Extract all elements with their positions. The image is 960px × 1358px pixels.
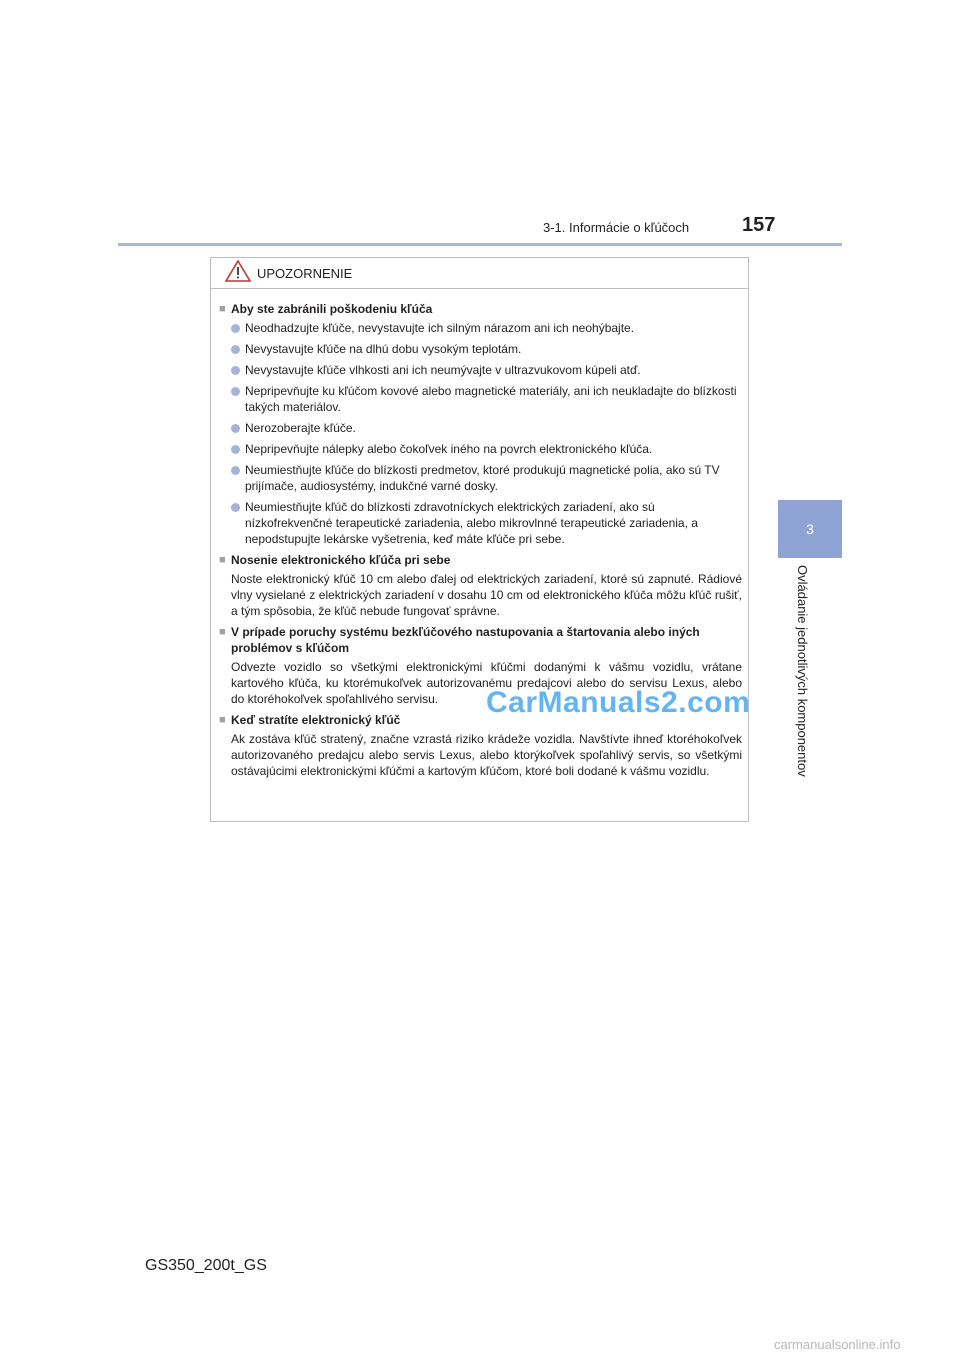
round-bullet-icon — [231, 503, 240, 512]
page-number: 157 — [742, 214, 776, 236]
round-bullet-icon — [231, 445, 240, 454]
list-item: Nevystavujte kľúče vlhkosti ani ich neumývajte v ultrazvukovom kúpeli atď. — [231, 362, 742, 378]
round-bullet-icon — [231, 324, 240, 333]
chapter-tab — [778, 500, 842, 558]
round-bullet-icon — [231, 387, 240, 396]
square-bullet-icon: ■ — [219, 303, 226, 315]
list-item: Neodhadzujte kľúče, nevystavujte ich silným nárazom ani ich neohýbajte. — [231, 320, 742, 336]
section-carrying-key — [219, 552, 742, 619]
section-heading: V prípade poruchy systému bezkľúčového nastupovania a štartovania alebo iných problémov s kľúčom — [231, 625, 700, 655]
warning-triangle-icon — [225, 260, 251, 287]
round-bullet-icon — [231, 424, 240, 433]
round-bullet-icon — [231, 366, 240, 375]
list-item: Nepripevňujte ku kľúčom kovové alebo magnetické materiály, ani ich neukladajte do blízkosti takých materiálov. — [231, 383, 742, 415]
round-bullet-icon — [231, 345, 240, 354]
section-heading: Nosenie elektronického kľúča pri sebe — [231, 553, 451, 567]
chapter-number: 3 — [806, 521, 814, 537]
square-bullet-icon: ■ — [219, 626, 226, 638]
section-text: Odvezte vozidlo so všetkými elektronickými kľúčmi dodanými k vášmu vozidlu, vrátane kartového kľúča, ku ktorémukoľvek autorizovanému predajcovi alebo do servisu Lexus, alebo do ktoréhokoľvek spoľahlivého servisu. — [231, 660, 742, 706]
round-bullet-icon — [231, 466, 240, 475]
square-bullet-icon: ■ — [219, 714, 226, 726]
section-key-damage — [219, 301, 742, 547]
warning-header — [211, 258, 748, 289]
list-item: Nerozoberajte kľúče. — [231, 420, 742, 436]
section-title: 3-1. Informácie o kľúčoch — [543, 220, 690, 235]
list-item: Neumiestňujte kľúče do blízkosti predmetov, ktoré produkujú magnetické polia, ako sú TV prijímače, audiosystémy, indukčné varné dosky. — [231, 462, 742, 494]
square-bullet-icon: ■ — [219, 554, 226, 566]
section-heading: Keď stratíte elektronický kľúč — [231, 713, 401, 727]
section-text: Noste elektronický kľúč 10 cm alebo ďalej od elektrických zariadení, ktoré sú zapnuté. Rádiové vlny vysielané z elektrických zariadení v dosahu 10 cm od elektronického kľúča môžu kľúč rušiť, a tým spôsobia, že kľúč nebude fungovať správne. — [231, 572, 742, 618]
list-item: Nepripevňujte nálepky alebo čokoľvek iného na povrch elektronického kľúča. — [231, 441, 742, 457]
warning-title: UPOZORNENIE — [257, 265, 353, 281]
section-text: Ak zostáva kľúč stratený, značne vzrastá riziko krádeže vozidla. Navštívte ihneď ktoréhokoľvek autorizovaného predajcu alebo servis Lexus, alebo ktorýkoľvek spoľahlivý servis, so všetkými ostávajúcimi elektronickými kľúčmi a kartovým kľúčom, ktoré boli dodané k vášmu vozidlu. — [231, 732, 742, 778]
list-item: Nevystavujte kľúče na dlhú dobu vysokým teplotám. — [231, 341, 742, 357]
footer-watermark: carmanualsonline.info — [774, 1337, 901, 1352]
list-item: Neumiestňujte kľúč do blízkosti zdravotníckych elektrických zariadení, ako sú nízkofrekvenčné terapeutické zariadenia, alebo mikrovlnné terapeutické zariadenia, a nepodstupujte lekárske vyšetrenia, keď máte kľúče pri sebe. — [231, 499, 742, 547]
section-heading: Aby ste zabránili poškodeniu kľúča — [231, 302, 433, 316]
section-lost-key — [219, 712, 742, 779]
watermark-logo: CarManuals2.com — [486, 686, 751, 719]
footer-model: GS350_200t_GS — [145, 1257, 267, 1274]
warning-box — [210, 257, 749, 822]
header-rule — [118, 243, 842, 246]
chapter-label: Ovládanie jednotlivých komponentov — [795, 565, 810, 777]
